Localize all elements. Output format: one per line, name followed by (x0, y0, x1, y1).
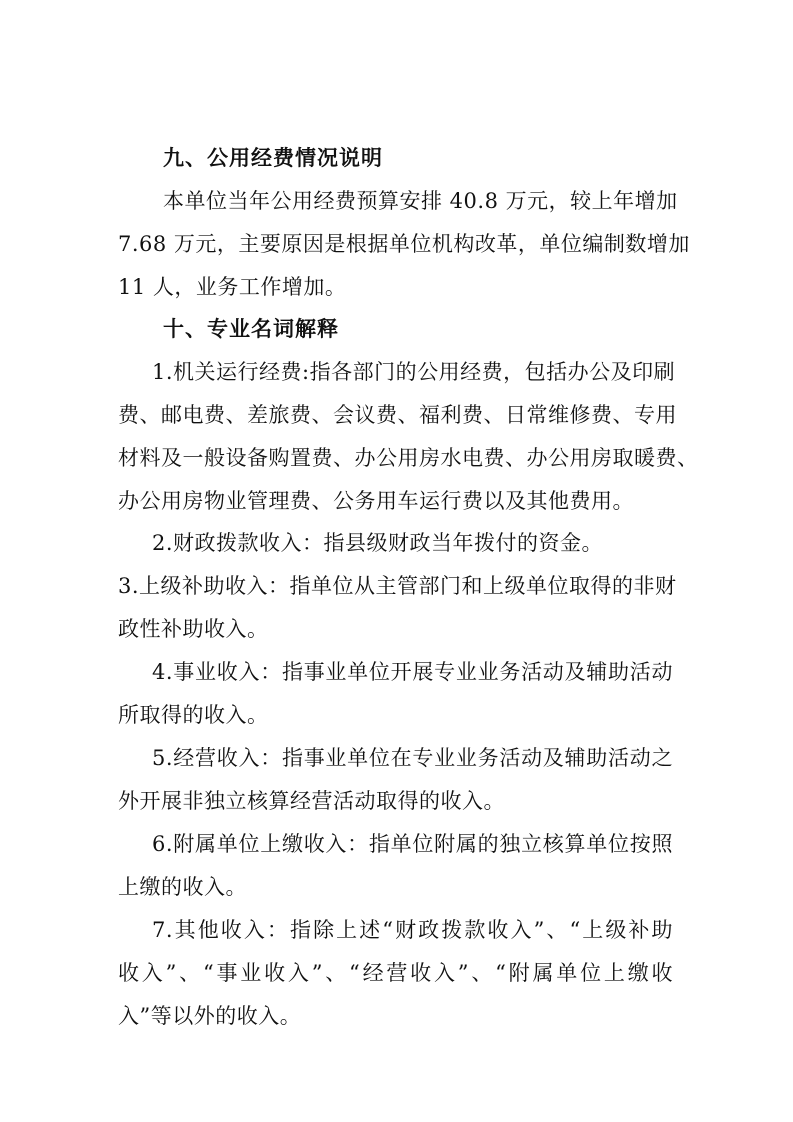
term-7-line-2: 收入”、“事业收入”、“经营收入”、“附属单位上缴收 (118, 961, 673, 985)
term-2-line-1: 2.财政拨款收入：指县级财政当年拨付的资金。 (152, 531, 604, 555)
term-6-line-2: 上缴的收入。 (118, 875, 247, 899)
term-7-line-1: 7.其他收入：指除上述“财政拨款收入”、“上级补助 (152, 918, 673, 942)
section-9-heading: 九、公用经费情况说明 (163, 146, 383, 170)
section-9-line-3: 11 人，业务工作增加。 (118, 275, 347, 299)
term-3-line-2: 政性补助收入。 (118, 617, 269, 641)
term-5-line-2: 外开展非独立核算经营活动取得的收入。 (118, 789, 505, 813)
section-10-heading: 十、专业名词解释 (163, 317, 339, 341)
term-4-line-1: 4.事业收入：指事业单位开展专业业务活动及辅助活动 (152, 660, 673, 684)
section-9-line-2: 7.68 万元，主要原因是根据单位机构改革，单位编制数增加 (118, 232, 690, 256)
term-1-line-1: 1.机关运行经费:指各部门的公用经费，包括办公及印刷 (152, 360, 676, 384)
term-5-line-1: 5.经营收入：指事业单位在专业业务活动及辅助活动之 (152, 746, 673, 770)
term-7-line-3: 入”等以外的收入。 (118, 1004, 302, 1028)
term-1-line-2: 费、邮电费、差旅费、会议费、福利费、日常维修费、专用 (118, 403, 677, 427)
term-6-line-1: 6.附属单位上缴收入：指单位附属的独立核算单位按照 (152, 832, 673, 856)
section-9-line-1: 本单位当年公用经费预算安排 40.8 万元，较上年增加 (163, 189, 678, 213)
term-1-line-4: 办公用房物业管理费、公务用车运行费以及其他费用。 (118, 489, 634, 513)
term-1-line-3: 材料及一般设备购置费、办公用房水电费、办公用房取暖费、 (118, 446, 699, 470)
term-3-line-1: 3.上级补助收入：指单位从主管部门和上级单位取得的非财 (118, 574, 677, 598)
term-4-line-2: 所取得的收入。 (118, 703, 269, 727)
